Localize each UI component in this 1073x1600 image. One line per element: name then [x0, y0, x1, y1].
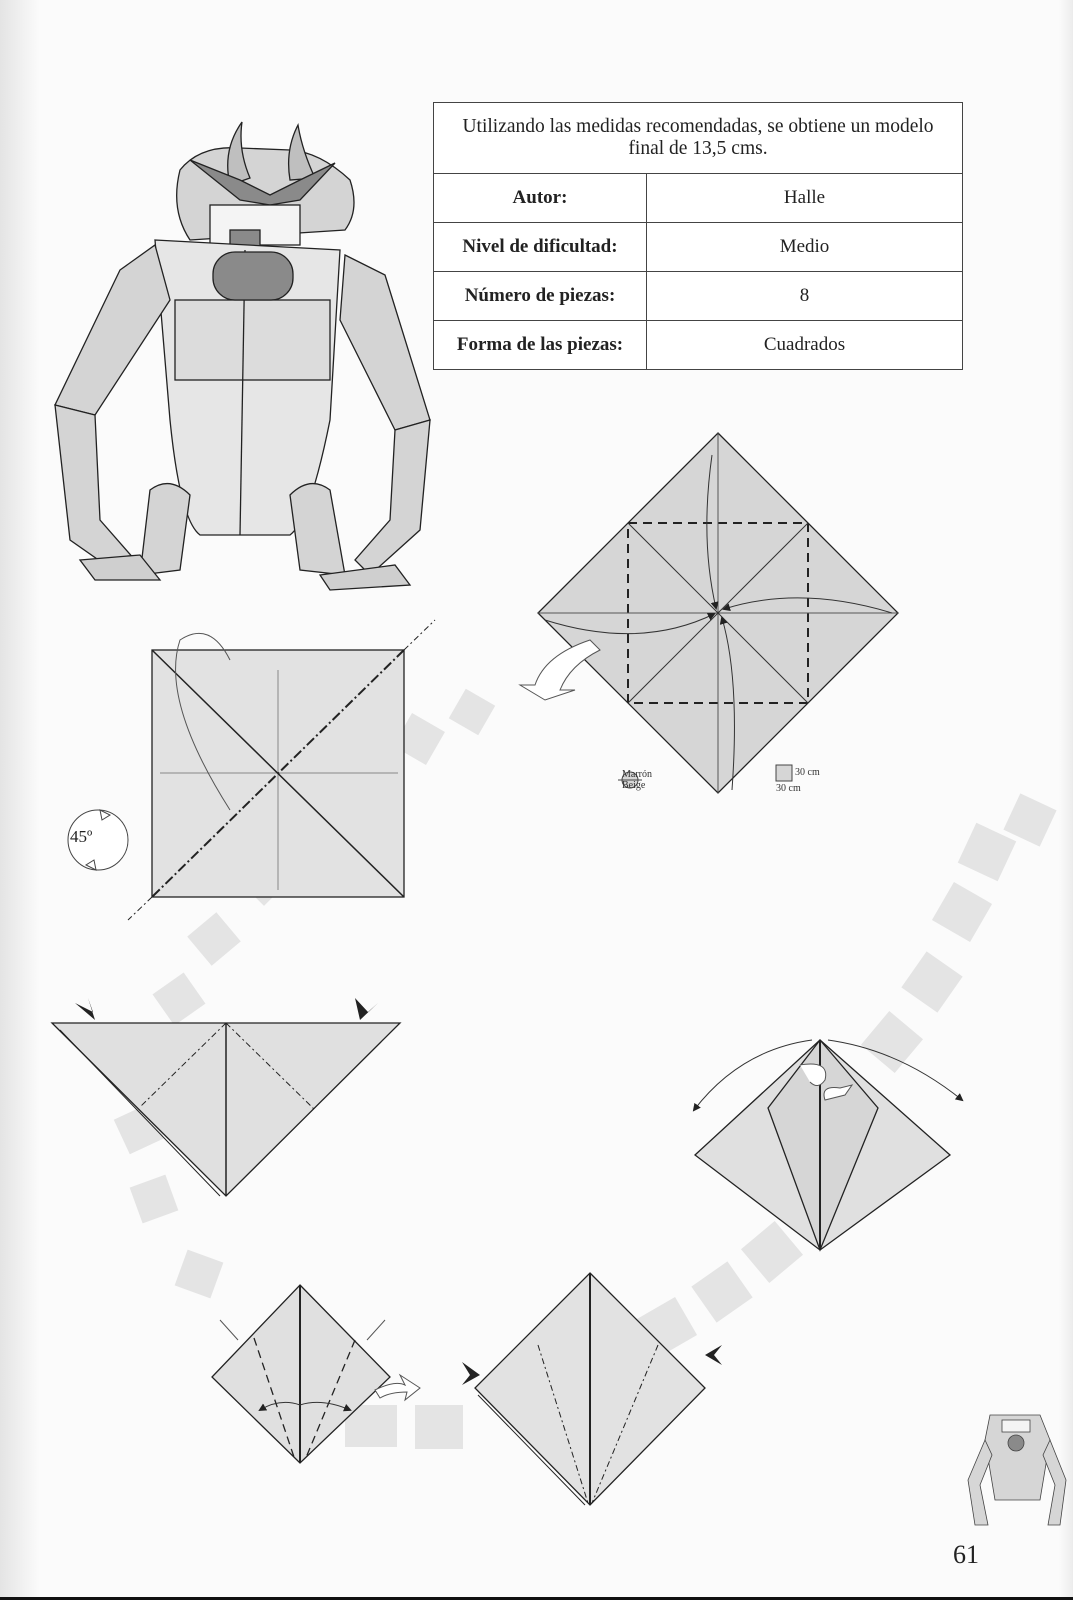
step-diagram-kite-flip — [694, 1040, 962, 1250]
rotation-label: 45º — [70, 827, 93, 846]
paper-color-front: Marrón — [622, 769, 652, 780]
push-arrow-icon — [355, 998, 378, 1020]
push-arrow-icon — [462, 1362, 480, 1385]
paper-size-width: 30 cm — [795, 767, 820, 778]
pieces-count-value: 8 — [647, 272, 963, 321]
step-diagram-square — [128, 620, 435, 920]
pieces-shape-label: Forma de las piezas: — [434, 321, 647, 370]
page-number: 61 — [953, 1540, 979, 1569]
model-size-note: Utilizando las medidas recomendadas, se obtiene un modelo final de 13,5 cms. — [434, 103, 963, 174]
pieces-count-label: Número de piezas: — [434, 272, 647, 321]
paper-color-legend — [622, 769, 652, 791]
paper-color-back: Beige — [622, 780, 646, 791]
step-diagram-squash — [462, 1273, 722, 1505]
author-label: Autor: — [434, 174, 647, 223]
pieces-shape-value: Cuadrados — [647, 321, 963, 370]
author-value: Halle — [647, 174, 963, 223]
push-arrow-icon — [75, 998, 95, 1020]
paper-size-legend-icon — [776, 765, 792, 781]
paper-size-height: 30 cm — [776, 783, 801, 794]
step-diagram-blintz — [520, 433, 898, 793]
difficulty-value: Medio — [647, 223, 963, 272]
step-diagram-triangle — [52, 998, 400, 1196]
push-arrow-icon — [705, 1345, 722, 1365]
difficulty-label: Nivel de dificultad: — [434, 223, 647, 272]
step-diagram-kite-fold — [212, 1285, 420, 1463]
thumbnail-model-icon — [968, 1415, 1066, 1525]
